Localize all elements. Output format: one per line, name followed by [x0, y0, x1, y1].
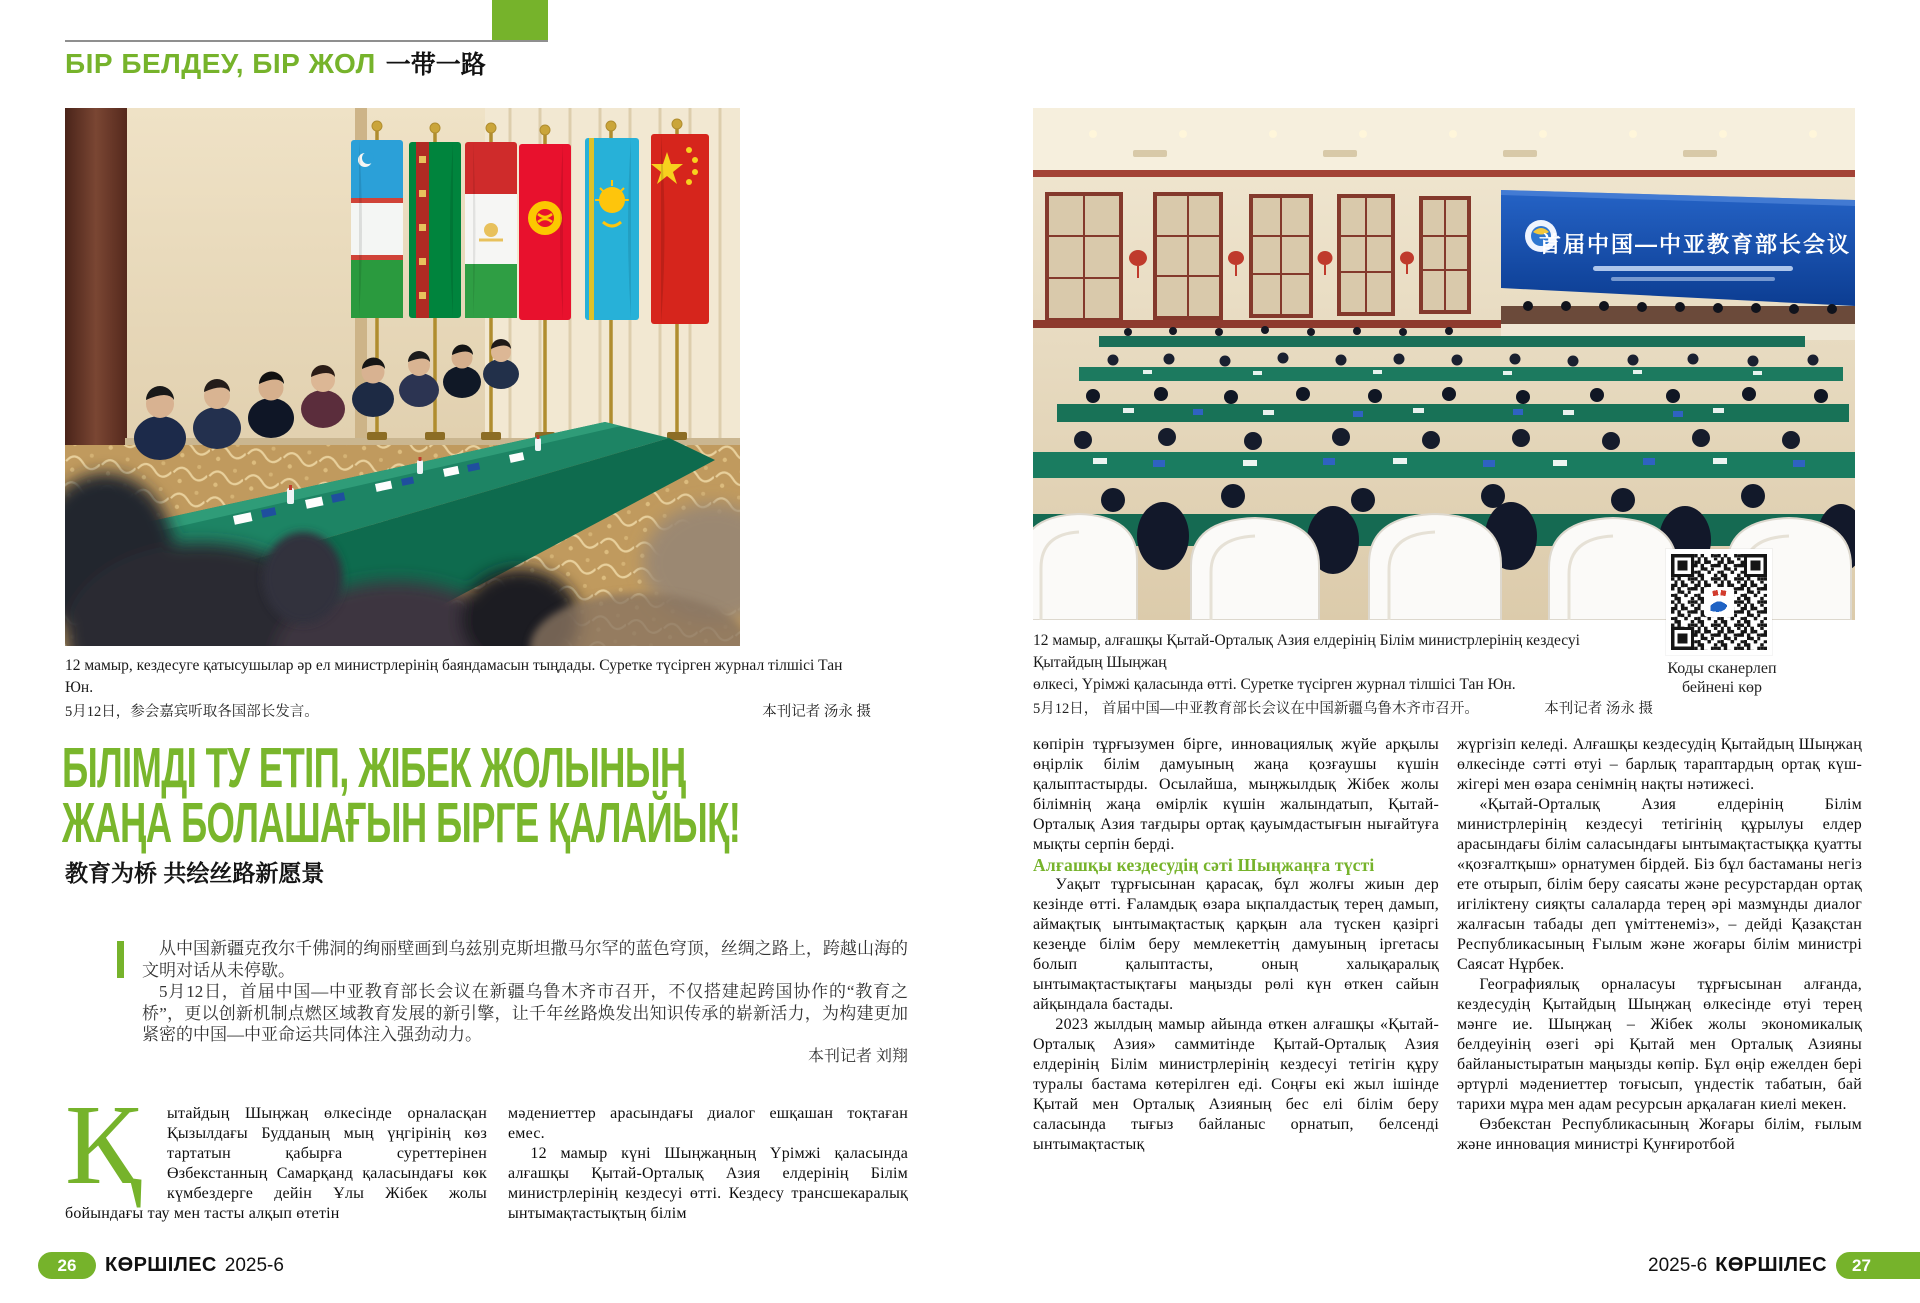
ceiling-trim	[1033, 170, 1855, 177]
right-footer-issue: 2025-6	[1648, 1254, 1708, 1276]
qr-code	[1666, 549, 1772, 655]
left-photo-illustration	[65, 108, 740, 646]
article-subtitle-zh: 教育为桥 共绘丝路新愿景	[65, 860, 325, 886]
left-footer	[38, 1252, 284, 1279]
right-col1-paragraph-3: 2023 жылдың мамыр айында өткен алғашқы «Қытай-Орталық Азия» саммитінде Қытай-Орталық Азия елдерінің Білім министрлерінің кездесуі тетігін құру туралы бастама көтерілген еді. Соңғы екі жыл ішінде Қытай мен Орталық Азияның бес елі білім беру саласында тығыз байланыс орнатып, белсенді ынтымақтастық	[1033, 1016, 1439, 1153]
right-col2-paragraph-4: Өзбекстан Республикасының Жоғары білім, ғылым және инновация министрі Қунғиротбой	[1457, 1116, 1862, 1153]
left-caption-kk: 12 мамыр, кездесуге қатысушылар әр ел министрлерінің баяндамасын тыңдады. Суретке түсірген журнал тілшісі Тан Юн.	[65, 657, 843, 696]
intro-paragraph-1: 从中国新疆克孜尔千佛洞的绚丽壁画到乌兹别克斯坦撒马尔罕的蓝色穹顶，丝绸之路上，跨越山海的文明对话从未停歇。	[142, 939, 908, 980]
right-col1-paragraph-1: көпірін тұрғызумен бірге, инновациялық жүйе арқылы өңірлік білім дамуының жаңа қозғаушы күшін қалыптастырды. Осылайша, мыңжылдық Жібек жолы білімнің жаңа өмірлік күшін жалындатып, Қытай-Орталық Азия тағдыры ортақ қауымдастығын нығайтуға мықты серпін берді.	[1033, 736, 1439, 853]
chinese-intro	[142, 938, 908, 1067]
qr-caption-line-2: бейнені көр	[1681, 679, 1763, 696]
qr-center-logo	[1704, 587, 1734, 617]
left-photo	[65, 108, 740, 646]
right-caption-kk-line-2: өлкесі, Үрімжі қаласында өтті. Суретке түсірген журнал тілшісі Тан Юн.	[1033, 676, 1516, 693]
intro-byline: 本刊记者 刘翔	[807, 1047, 908, 1065]
left-col2-paragraph-2: 12 мамыр күні Шыңжаңның Үрімжі қаласында алғашқы Қытай-Орталық Азия елдерінің Білім министрлерінің кездесуі өтті. Кездесу трансшекаралық ынтымақтастықтың білім	[508, 1145, 908, 1222]
section-title-zh: 一带一路	[385, 52, 486, 79]
right-col2-paragraph-3: Географиялық орналасуы тұрғысынан алғанда, кездесудің Қытайдың Шыңжаң өлкесінде өтуі терең мәнге ие. Шыңжаң – Жібек жолы экономикалық белдеуінің өзегі әрі Қытай мен Орталық Азияны байланыстыратын маңызды көпір. Бұл өңір ежелден бері әртүрлі мәдениеттер тоғысып, үндестік табатын, бай тарихи мұра мен адам ресурсын арқалаған киелі мекен.	[1457, 976, 1862, 1113]
left-col1-paragraph: ытайдың Шыңжаң өлкесінде орналасқан Қызылдағы Будданың мың үңгірінің көз тартатын қабырға суреттерінен Өзбекстанның Самарқанд қаласындағы көк күмбездерге дейін Ұлы Жібек жолы бойындағы тау мен тасты алқып өтетін	[65, 1105, 487, 1222]
right-photo-credit: 本刊记者 汤永 摄	[1544, 701, 1653, 717]
left-page-number-badge: 26	[38, 1252, 96, 1279]
banner-subtitle-line	[1593, 266, 1793, 271]
left-photo-credit: 本刊记者 汤永 摄	[762, 704, 871, 720]
article-headline	[62, 736, 1122, 855]
intro-paragraph-2: 5月12日，首届中国—中亚教育部长会议在新疆乌鲁木齐市召开，不仅搭建起跨国协作的“教育之桥”，更以创新机制点燃区域教育发展的新引擎，让千年丝路焕发出知识传承的崭新活力，为构建更加紧密的中国—中亚命运共同体注入强劲动力。	[142, 982, 908, 1044]
right-photo-illustration	[1033, 108, 1855, 620]
header-rule	[65, 40, 548, 42]
left-col2-paragraph-1: мәдениеттер арасындағы диалог ешқашан тоқтаған емес.	[508, 1105, 908, 1142]
right-col2-paragraph-1: жүргізіп келеді. Алғашқы кездесудің Қытайдың Шыңжаң өлкесінде сәтті өтуі – барлық тараптардың ортақ күш-жігері мен өзара сенімнің нақты нәтижесі.	[1457, 736, 1862, 793]
right-caption-zh: 5月12日， 首届中国—中亚教育部长会议在中国新疆乌鲁木齐市召开。	[1033, 701, 1479, 717]
left-footer-issue: 2025-6	[224, 1254, 284, 1276]
right-body-column-2	[1457, 735, 1862, 1155]
headline-line-2: ЖАҢА БОЛАШАҒЫН БІРГЕ ҚАЛАЙЫҚ!	[62, 791, 741, 855]
banner-title: 首届中国—中亚教育部长会议	[1538, 232, 1852, 257]
right-footer-magazine: КӨРШІЛЕС	[1715, 1254, 1827, 1276]
left-footer-magazine: КӨРШІЛЕС	[105, 1254, 217, 1276]
headline-line-1: БІЛІМДІ ТУ ЕТІП, ЖІБЕК ЖОЛЫНЫҢ	[62, 736, 686, 800]
left-caption-zh: 5月12日，参会嘉宾听取各国部长发言。	[65, 704, 319, 720]
left-body-column-2	[508, 1104, 908, 1224]
section-subhead: Алғашқы кездесудің сәті Шыңжаңға түсті	[1033, 855, 1375, 875]
banner-screen	[1501, 190, 1855, 306]
dropcap-letter: Қ	[65, 1104, 142, 1208]
right-page-number-badge: 27	[1836, 1252, 1920, 1279]
right-footer	[1648, 1252, 1920, 1279]
hall-ceiling	[1033, 108, 1855, 172]
right-body-column-1	[1033, 735, 1439, 1155]
qr-code-icon	[1671, 554, 1767, 650]
section-heading	[65, 45, 486, 81]
flag-kazakhstan	[585, 138, 639, 320]
flag-tajikistan	[465, 142, 517, 318]
flag-uzbekistan	[351, 140, 403, 318]
flag-kyrgyzstan	[519, 144, 571, 320]
right-photo-caption	[1033, 630, 1653, 720]
right-photo	[1033, 108, 1855, 620]
right-col2-paragraph-2: «Қытай-Орталық Азия елдерінің Білім министрлерінің кездесуі тетігінің құрылуы елдер арасындағы білім саласындағы ынтымақтастыққа қуатты «қозғалтқыш» орнатумен бірдей. Біз бұл бастаманы негіз ете отырып, білім беру саясаты және ресурстардан ортақ игіліктену сияқты салаларда терең әрі мазмұнды диалог жалғасын табады деп үміттенеміз», – дейді Қазақстан Республикасының Ғылым және жоғары білім министрі Саясат Нұрбек.	[1457, 796, 1862, 973]
header-green-tab	[492, 0, 548, 40]
right-col1-paragraph-2: Уақыт тұрғысынан қарасақ, бұл жолғы жиын дер кезінде өтті. Ғаламдық өзара ықпалдастық терең дамып, аймақтық ынтымақтастық қарқын ала түскен қазіргі кезеңде білім беру мемлекеттің дамуының іргетасы болып қалыптасты, оның халықаралық ынтымақтастықтағы маңызды рөлі күн өткен сайын айқындала бастады.	[1033, 876, 1439, 1013]
right-caption-kk-line-1: 12 мамыр, алғашқы Қытай-Орталық Азия елдерінің Білім министрлерінің кездесуі Қытайдың Шыңжаң	[1033, 632, 1580, 671]
left-body-column-1	[65, 1104, 487, 1238]
qr-caption-line-1: Коды сканерлеп	[1667, 660, 1777, 677]
flag-china	[651, 134, 709, 324]
banner-subtitle-line-2	[1611, 277, 1775, 281]
left-photo-caption	[65, 655, 871, 723]
qr-caption	[1630, 659, 1814, 697]
intro-accent-bar	[117, 941, 124, 978]
section-title-kk: БІР БЕЛДЕУ, БІР ЖОЛ	[65, 48, 376, 79]
flag-turkmenistan	[409, 142, 461, 318]
head-table	[1501, 301, 1855, 340]
